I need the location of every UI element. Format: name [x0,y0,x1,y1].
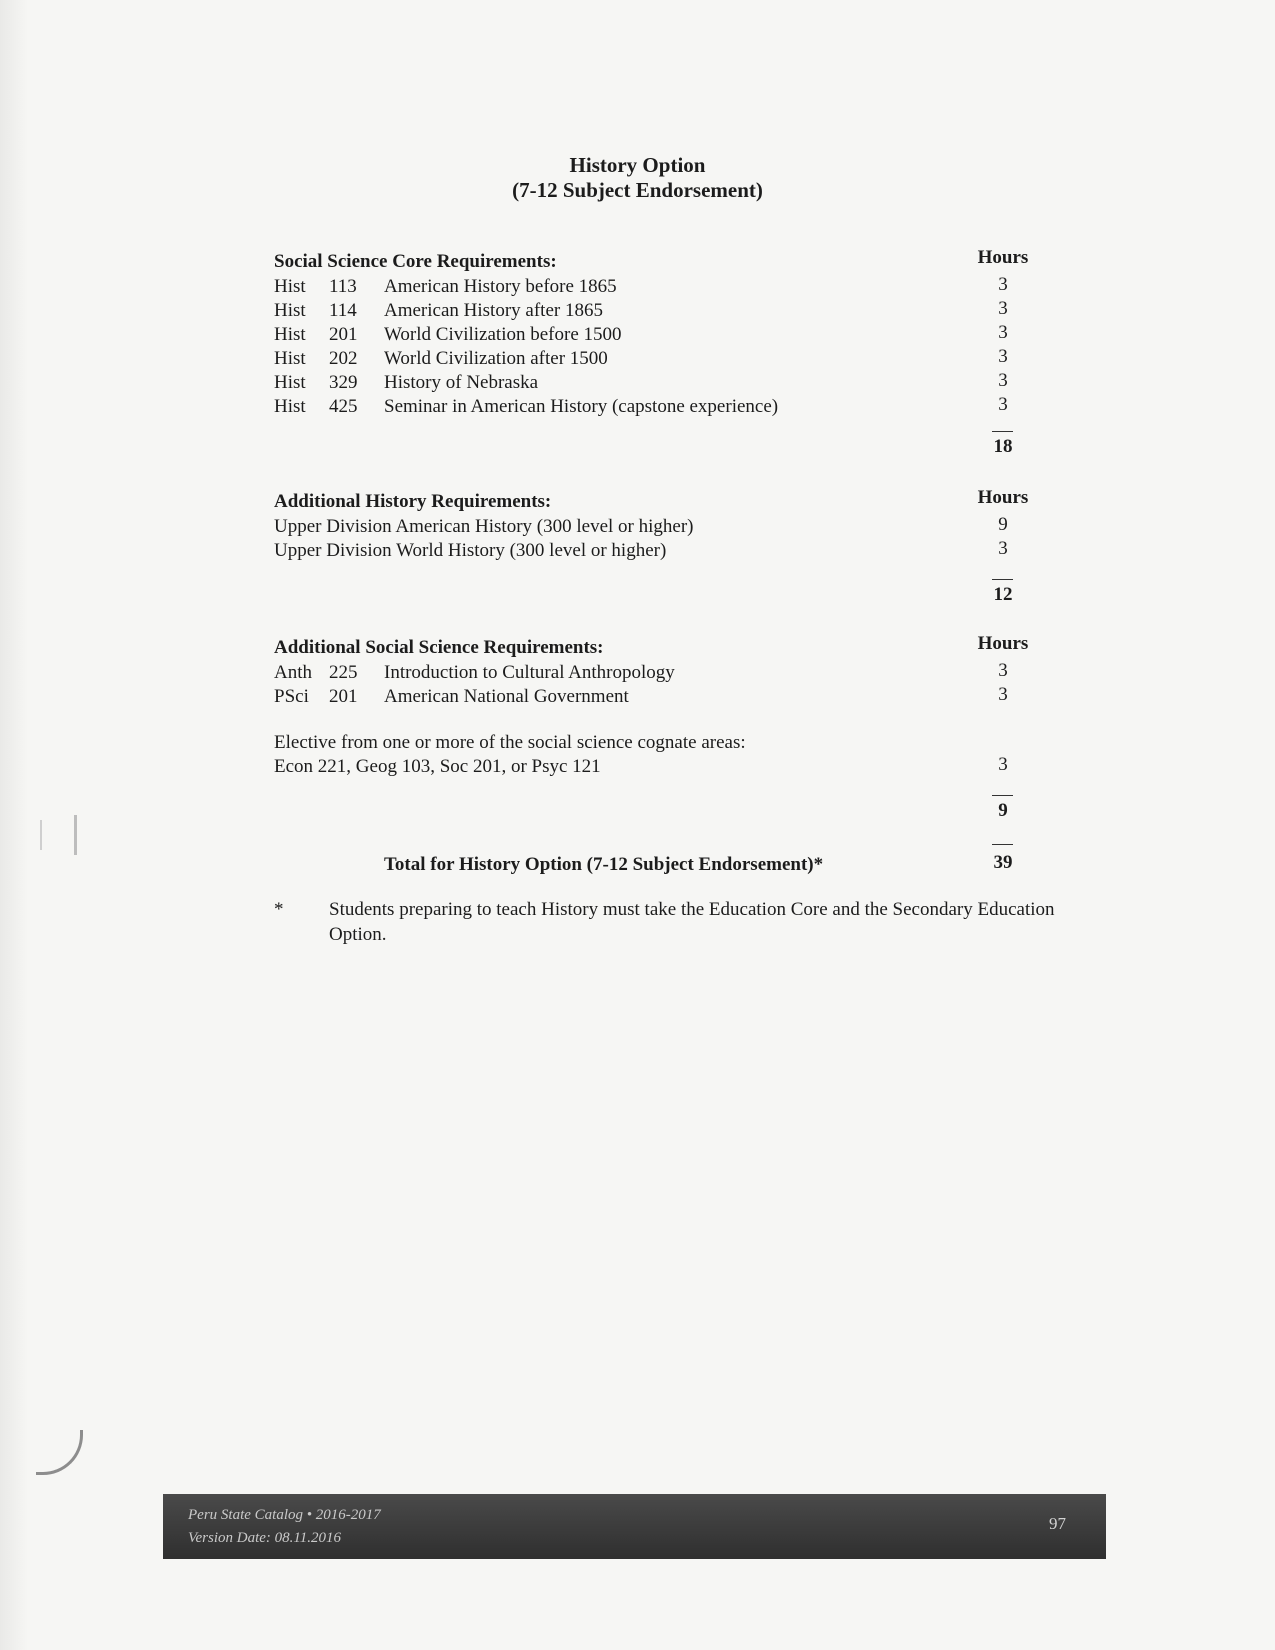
total-label: Total for History Option (7-12 Subject Endorsement)* [384,854,824,875]
course-name: American History after 1865 [384,300,603,321]
course-hours: 3 [998,322,1008,343]
elective-courses: Econ 221, Geog 103, Soc 201, or Psyc 121 [274,756,601,777]
course-number: 329 [329,372,358,393]
course-hours: 3 [998,370,1008,391]
binder-mark [74,815,77,855]
course-dept: Hist [274,300,306,321]
section-header [274,633,1034,661]
subtotal-row [274,429,1034,463]
course-name: American National Government [384,686,629,707]
footnote-text: Students preparing to teach History must take the Education Core and the Secondary Education Option. [329,899,1055,945]
course-row [274,395,1034,419]
course-number: 201 [329,324,358,345]
subtotal-value: 12 [993,584,1013,605]
course-number: 225 [329,662,358,683]
footnote-mark: * [274,899,284,920]
requirement-hours: 3 [998,538,1008,559]
subtotal-rule [992,579,1013,580]
course-dept: Hist [274,396,306,417]
course-number: 202 [329,348,358,369]
elective-description: Elective from one or more of the social science cognate areas: [274,732,746,753]
course-row [274,347,1034,371]
section-header [274,487,1034,515]
binder-curve [36,1430,83,1475]
course-dept: Hist [274,324,306,345]
course-row [274,275,1034,299]
hours-label: Hours [977,247,1029,268]
subtotal-rule [992,795,1013,796]
page-edge [0,0,28,1650]
course-dept: Anth [274,662,312,683]
footer-version: Version Date: 08.11.2016 [188,1530,342,1546]
course-dept: Hist [274,372,306,393]
section-header [274,247,1034,275]
elective-row [274,755,1034,779]
requirement-row [274,515,1034,539]
subtotal-row [274,793,1034,827]
section-title: Additional Social Science Requirements: [274,637,604,658]
course-hours: 3 [998,684,1008,705]
course-name: History of Nebraska [384,372,539,393]
hours-label: Hours [977,487,1029,508]
footer-catalog: Peru State Catalog • 2016-2017 [188,1507,381,1523]
subtotal-rule [992,431,1013,432]
page-title: History Option [569,153,706,177]
course-dept: Hist [274,276,306,297]
section-title: Additional History Requirements: [274,491,552,512]
total-row [274,840,1034,880]
section-title: Social Science Core Requirements: [274,251,557,272]
course-row [274,661,1034,685]
course-name: World Civilization after 1500 [384,348,608,369]
course-number: 201 [329,686,358,707]
requirement-hours: 9 [998,514,1008,535]
course-name: Seminar in American History (capstone experience) [384,396,779,417]
course-number: 114 [329,300,357,321]
course-row [274,323,1034,347]
subtotal-value: 9 [998,800,1008,821]
course-name: American History before 1865 [384,276,617,297]
total-rule [992,844,1013,845]
course-number: 425 [329,396,358,417]
core-section [274,247,1034,463]
course-hours: 3 [998,660,1008,681]
elective-hours: 3 [998,754,1008,775]
hours-label: Hours [977,633,1029,654]
subtotal-row [274,577,1034,611]
elective-row [274,731,1034,755]
course-hours: 3 [998,346,1008,367]
course-row [274,371,1034,395]
subtotal-value: 18 [993,436,1013,457]
course-hours: 3 [998,394,1008,415]
course-name: Introduction to Cultural Anthropology [384,662,675,683]
course-row [274,685,1034,709]
course-dept: PSci [274,686,309,707]
requirement-row [274,539,1034,563]
social-science-section [274,633,1034,827]
requirement-name: Upper Division American History (300 level or higher) [274,516,694,537]
course-hours: 3 [998,274,1008,295]
course-number: 113 [329,276,357,297]
title-block [0,153,1275,203]
binder-mark [40,820,42,850]
footer-band [163,1494,1106,1559]
page-subtitle: (7-12 Subject Endorsement) [512,178,763,202]
history-section [274,487,1034,611]
course-dept: Hist [274,348,306,369]
requirement-name: Upper Division World History (300 level or higher) [274,540,667,561]
total-value: 39 [993,852,1013,873]
course-name: World Civilization before 1500 [384,324,622,345]
course-row [274,299,1034,323]
course-hours: 3 [998,298,1008,319]
page-number: 97 [1049,1514,1066,1533]
